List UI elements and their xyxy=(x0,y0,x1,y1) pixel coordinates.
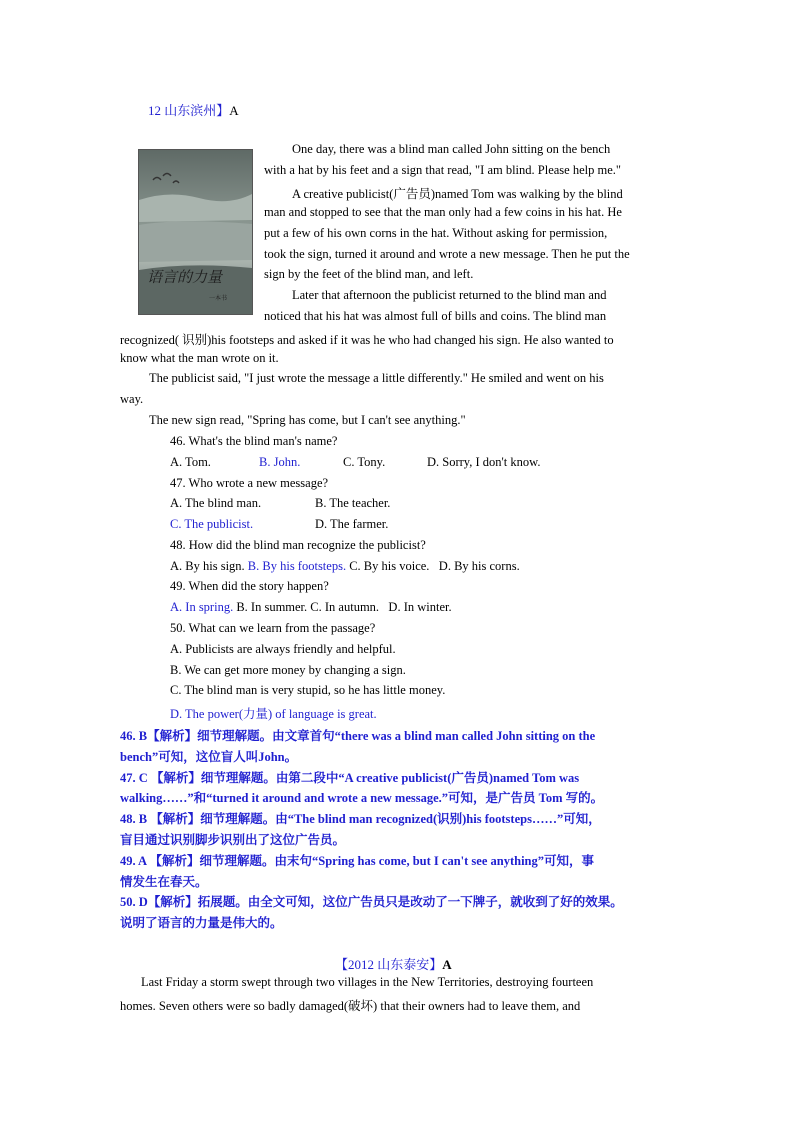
answer-line: 48. B 【解析】细节理解题。由“The blind man recognized(识别)his footsteps……”可知， xyxy=(120,812,601,826)
question-47: 47. Who wrote a new message? xyxy=(170,476,329,490)
answer-line: 50. D【解析】拓展题。由全文可知，这位广告员只是改动了一下牌子，就收到了好的效果。 xyxy=(120,895,623,909)
passage-line: Last Friday a storm swept through two villages in the New Territories, destroying fourteen xyxy=(141,975,594,989)
heading-letter: A xyxy=(442,957,452,972)
option: A. In spring. xyxy=(170,600,234,614)
cover-title: 语言的力量 xyxy=(147,268,223,286)
passage-line: with a hat by his feet and a sign that read, "I am blind. Please help me." xyxy=(264,163,621,177)
option: C. The publicist. xyxy=(170,517,254,531)
answer-line: 盲目通过识别脚步识别出了这位广告员。 xyxy=(120,833,346,847)
section-heading-2 xyxy=(335,954,452,973)
passage-line: The new sign read, "Spring has come, but I can't see anything." xyxy=(149,413,466,427)
option: C. In autumn. xyxy=(310,600,380,614)
passage-line: The publicist said, "I just wrote the message a little differently." He smiled and went on his xyxy=(149,371,604,385)
passage-line: One day, there was a blind man called John sitting on the bench xyxy=(292,142,611,156)
heading-place: 山东滨州】 xyxy=(164,103,230,118)
cover-author: 一本书 xyxy=(209,295,228,302)
option: B. We can get more money by changing a sign. xyxy=(170,663,406,677)
question-46: 46. What's the blind man's name? xyxy=(170,434,338,448)
option: A. Tom. xyxy=(170,455,211,469)
heading-letter: A xyxy=(229,103,239,118)
passage-line: know what the man wrote on it. xyxy=(120,351,279,365)
option: C. By his voice. xyxy=(349,559,430,573)
passage-line: put a few of his own corns in the hat. Without asking for permission, xyxy=(264,226,608,240)
option: D. The power(力量) of language is great. xyxy=(170,707,377,721)
passage-line: sign by the feet of the blind man, and left. xyxy=(264,267,474,281)
option: C. Tony. xyxy=(343,455,386,469)
option: A. The blind man. xyxy=(170,496,262,510)
answer-line: 46. B【解析】细节理解题。由文章首句“there was a blind man called John sitting on the xyxy=(120,729,596,743)
answer-line: bench”可知，这位盲人叫John。 xyxy=(120,750,298,764)
answer-line: 47. C 【解析】细节理解题。由第二段中“A creative publicist(广告员)named Tom was xyxy=(120,771,580,785)
option: D. By his corns. xyxy=(438,559,520,573)
passage-line: homes. Seven others were so badly damaged(破坏) that their owners had to leave them, and xyxy=(120,999,581,1013)
answer-line: 情发生在春天。 xyxy=(120,875,208,889)
passage-line: man and stopped to see that the man only had a few coins in his hat. He xyxy=(264,205,622,219)
option: D. The farmer. xyxy=(315,517,389,531)
heading-number: 12 xyxy=(148,103,161,118)
question-50: 50. What can we learn from the passage? xyxy=(170,621,376,635)
option: A. Publicists are always friendly and helpful. xyxy=(170,642,396,656)
question-49: 49. When did the story happen? xyxy=(170,579,329,593)
option: B. John. xyxy=(259,455,301,469)
question-48: 48. How did the blind man recognize the publicist? xyxy=(170,538,426,552)
option-row xyxy=(170,559,520,574)
passage-line: A creative publicist(广告员)named Tom was walking by the blind xyxy=(292,187,623,201)
option: D. Sorry, I don't know. xyxy=(427,455,541,469)
answer-line: 49. A 【解析】细节理解题。由末句“Spring has come, but I can't see anything”可知，事 xyxy=(120,854,594,868)
book-cover-image xyxy=(138,149,253,315)
passage-line: Later that afternoon the publicist returned to the blind man and xyxy=(292,288,607,302)
passage-line: took the sign, turned it around and wrote a new message. Then he put the xyxy=(264,247,630,261)
heading-bracket: 【2012 山东泰安】 xyxy=(335,957,443,972)
option: B. By his footsteps. xyxy=(247,559,347,573)
section-heading-1 xyxy=(148,100,239,119)
option: A. By his sign. xyxy=(170,559,245,573)
passage-line: recognized( 识别)his footsteps and asked if it was he who had changed his sign. He also wanted to xyxy=(120,333,614,347)
option: D. In winter. xyxy=(388,600,452,614)
option-row xyxy=(170,600,452,615)
passage-line: noticed that his hat was almost full of bills and coins. The blind man xyxy=(264,309,607,323)
option: B. The teacher. xyxy=(315,496,391,510)
answer-line: 说明了语言的力量是伟大的。 xyxy=(120,916,283,930)
option: B. In summer. xyxy=(236,600,308,614)
answer-line: walking……”和“turned it around and wrote a new message.”可知，是广告员 Tom 写的。 xyxy=(120,791,604,805)
passage-line: way. xyxy=(120,392,144,406)
option: C. The blind man is very stupid, so he has little money. xyxy=(170,683,446,697)
